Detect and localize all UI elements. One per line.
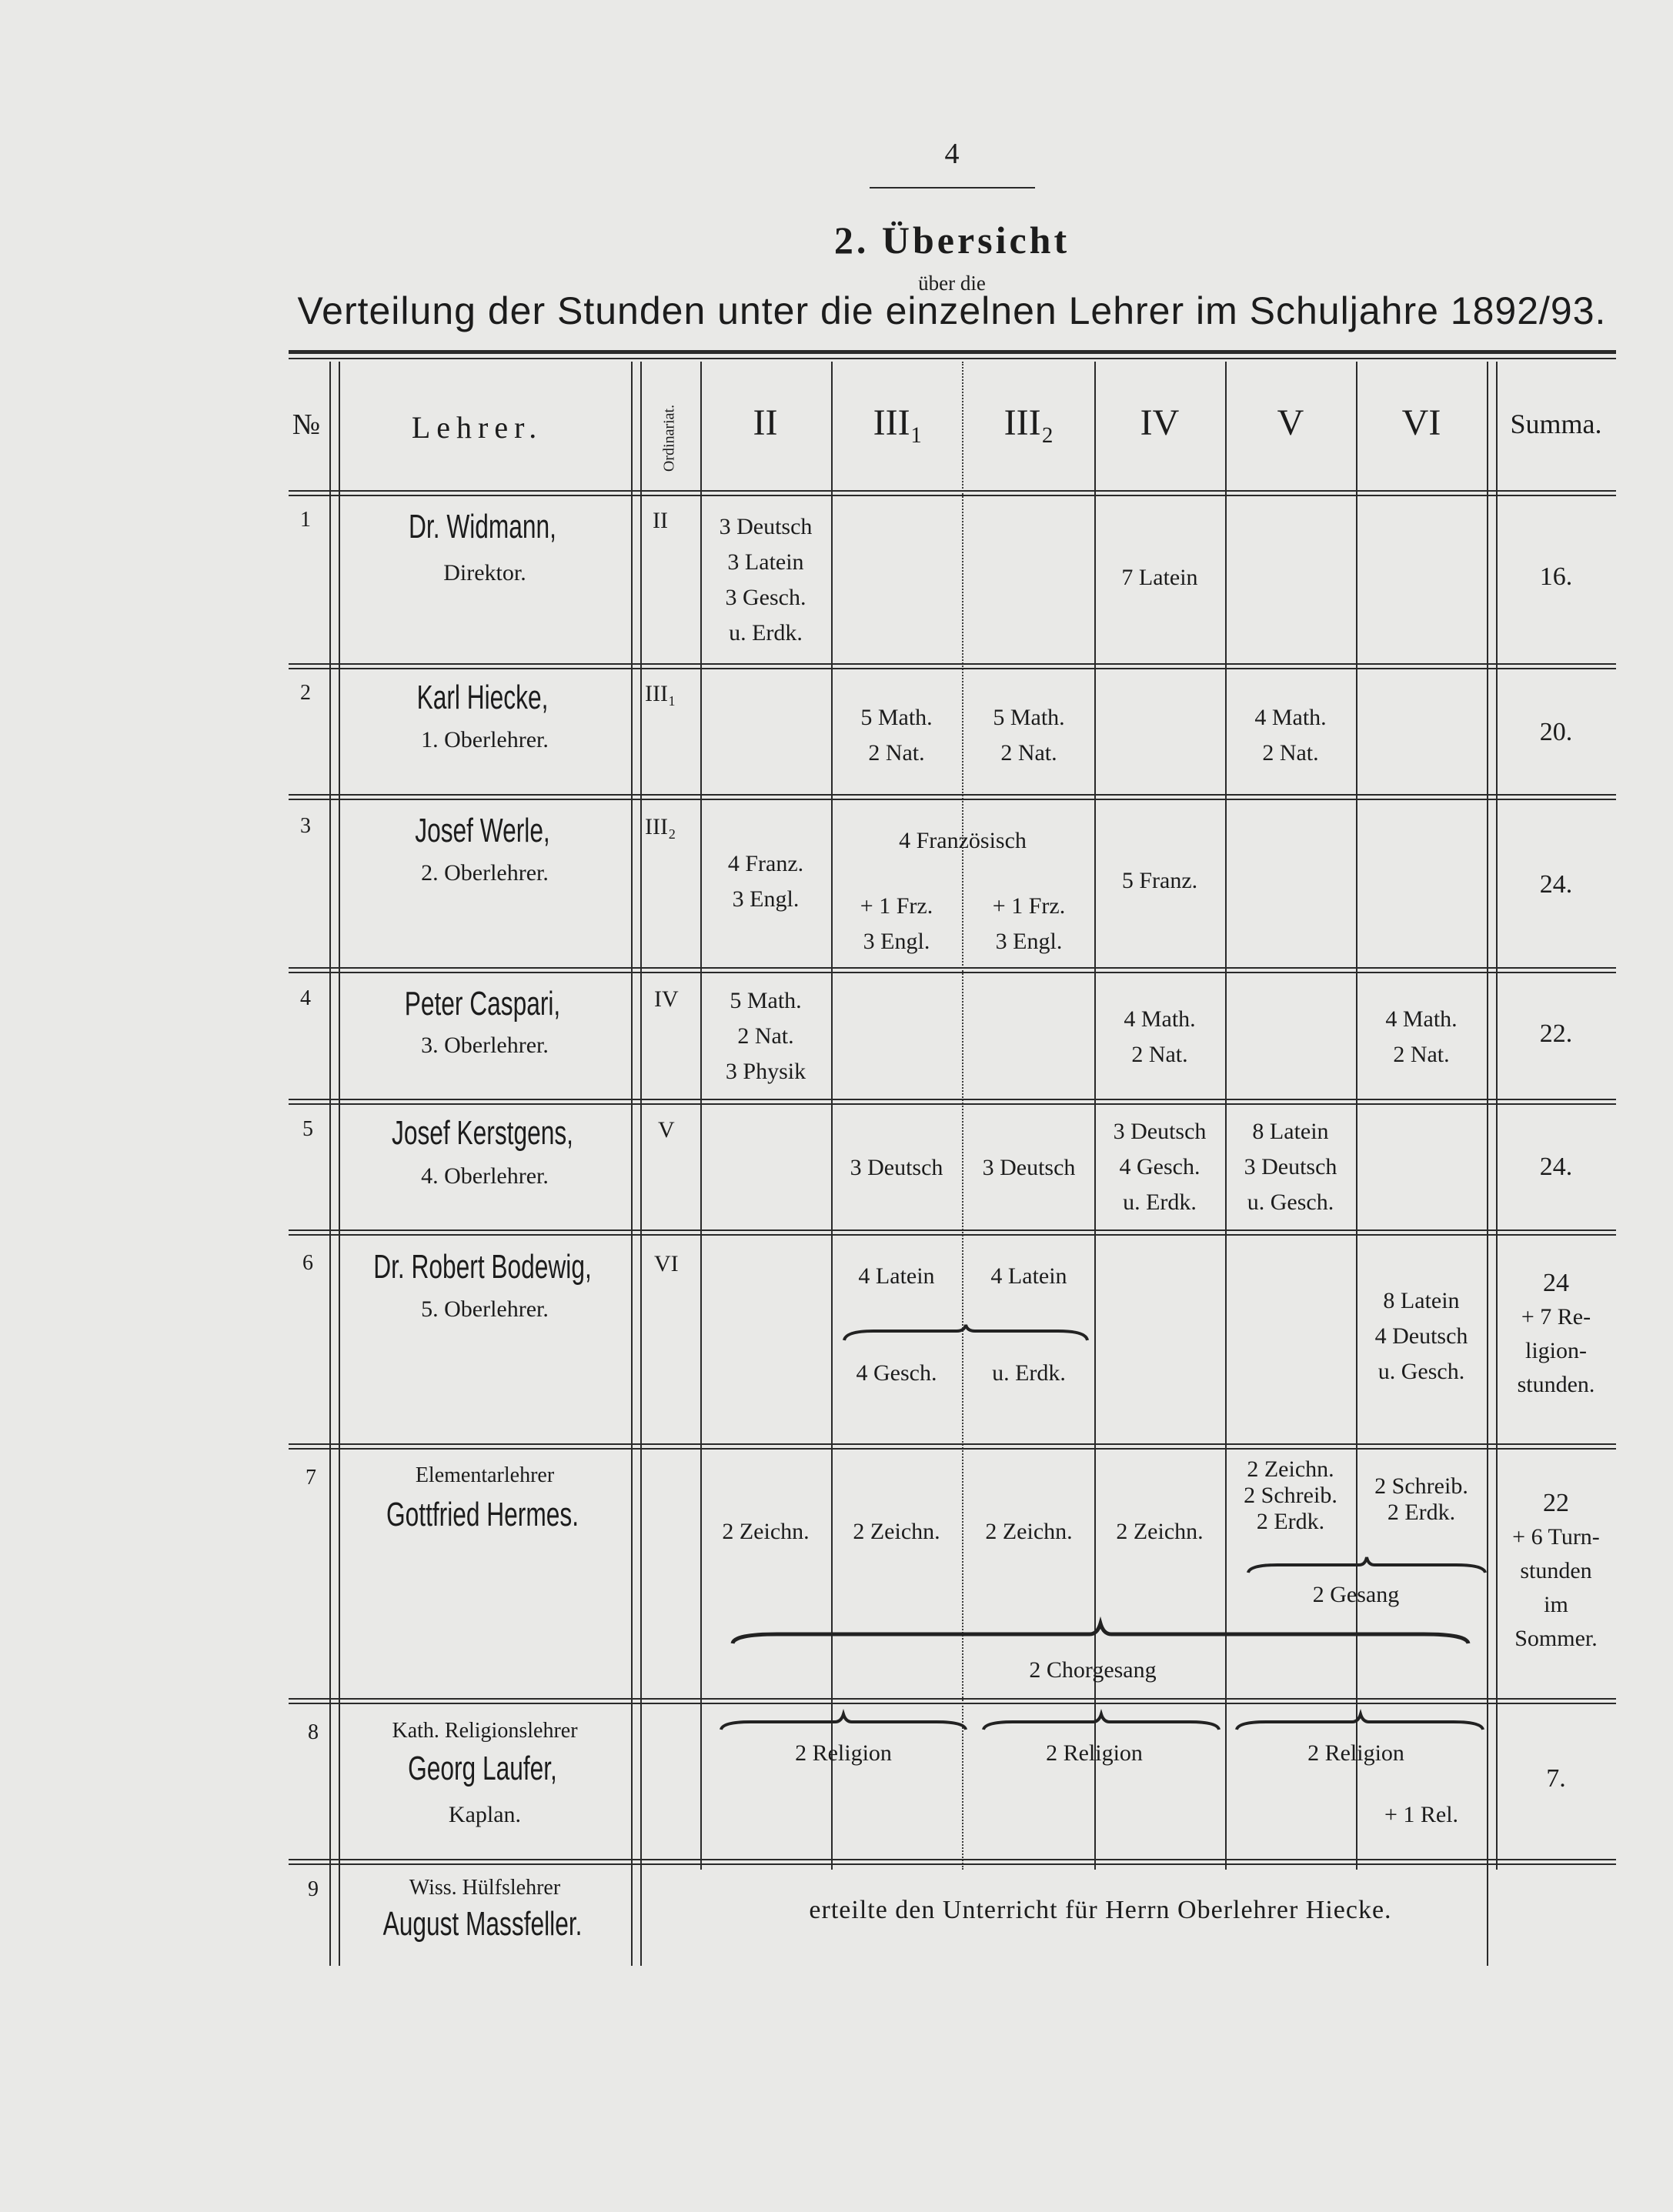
- row-rule: [289, 1698, 1616, 1700]
- row-rule: [289, 972, 1616, 973]
- row-sum: 22.: [1539, 1019, 1573, 1048]
- row-rule: [289, 1103, 1616, 1105]
- cell-vi: 4 Math. 2 Nat.: [1385, 1006, 1458, 1067]
- section-subtitle: über die: [918, 272, 986, 295]
- cell-iv: 4 Math. 2 Nat.: [1124, 1006, 1196, 1067]
- cell-iii2: + 1 Frz. 3 Engl.: [992, 893, 1066, 954]
- table-top-rule-thin: [289, 358, 1616, 359]
- religion-iii2-iv: 2 Religion: [1046, 1740, 1143, 1766]
- row-sum: 24 + 7 Re- ligion- stunden.: [1517, 1269, 1595, 1397]
- cell-iii2: 2 Zeichn.: [985, 1519, 1073, 1544]
- header-class-v: V: [1277, 402, 1304, 443]
- row-sum: 20.: [1539, 718, 1573, 746]
- row-rule: [289, 794, 1616, 796]
- teacher-role: 1. Oberlehrer.: [421, 727, 549, 752]
- section-title: 2. Übersicht: [833, 219, 1070, 262]
- header-ordinariat: Ordinariat.: [660, 404, 678, 472]
- row-number: 1: [300, 508, 311, 532]
- table-top-rule: [289, 350, 1616, 354]
- teacher-name: Josef Kerstgens,: [392, 1114, 573, 1152]
- row-sum: 22 + 6 Turn- stunden im Sommer.: [1512, 1489, 1600, 1651]
- row-rule: [289, 490, 1616, 492]
- row-rule: [289, 799, 1616, 800]
- religion-v-vi: 2 Religion: [1307, 1740, 1404, 1766]
- row-rule: [289, 1448, 1616, 1450]
- teacher-name: Dr. Robert Bodewig,: [373, 1248, 592, 1286]
- teacher-role: 4. Oberlehrer.: [421, 1163, 549, 1189]
- chorgesang-label: 2 Chorgesang: [1029, 1657, 1157, 1683]
- ordinariat-class: IV: [654, 986, 679, 1012]
- cell-iii1-lower: 4 Gesch.: [856, 1360, 937, 1386]
- row-rule: [289, 495, 1616, 496]
- brace-gesang: [1247, 1556, 1487, 1579]
- row-number: 9: [308, 1877, 319, 1901]
- cell-iii1: + 1 Frz. 3 Engl.: [860, 893, 933, 954]
- page-number-rule: [870, 187, 1035, 189]
- cell-iii1: 3 Deutsch: [850, 1155, 943, 1180]
- teacher-role: 5. Oberlehrer.: [421, 1296, 549, 1322]
- teacher-name: Josef Werle,: [415, 812, 550, 849]
- row-number: 5: [302, 1117, 313, 1141]
- cell-iv: 2 Zeichn.: [1116, 1519, 1204, 1544]
- row-sum: 24.: [1539, 870, 1573, 899]
- cell-ii: 3 Deutsch 3 Latein 3 Gesch. u. Erdk.: [719, 514, 813, 646]
- cell-iv: 5 Franz.: [1121, 868, 1198, 893]
- cell-iii2: 3 Deutsch: [982, 1155, 1076, 1180]
- row-sum: 7.: [1546, 1764, 1566, 1793]
- cell-iii1: 4 Latein: [858, 1263, 935, 1289]
- row-sum: 16.: [1539, 562, 1573, 591]
- religion-ii-iii1: 2 Religion: [795, 1740, 892, 1766]
- row-rule: [289, 1234, 1616, 1236]
- cell-vi: 2 Schreib. 2 Erdk.: [1374, 1473, 1468, 1525]
- row-number: 4: [300, 986, 311, 1010]
- row-rule: [289, 1099, 1616, 1100]
- teacher-role: 2. Oberlehrer.: [421, 860, 549, 886]
- ordinariat-class: VI: [654, 1251, 679, 1276]
- main-title: Verteilung der Stunden unter die einzelnen Lehrer im Schuljahre 1892/93.: [297, 289, 1607, 332]
- cell-iii1: 2 Zeichn.: [853, 1519, 940, 1544]
- header-lehrer: Lehrer.: [411, 410, 543, 445]
- teacher-name: Dr. Widmann,: [409, 508, 556, 545]
- col-rule-nr: [329, 362, 331, 1966]
- col-rule-v-lower: [1356, 1785, 1357, 1853]
- header-class-ii: II: [753, 402, 778, 443]
- header-summa: Summa.: [1510, 409, 1602, 439]
- header-class-vi: VI: [1401, 402, 1441, 443]
- cell-v: 8 Latein 3 Deutsch u. Gesch.: [1244, 1119, 1337, 1215]
- religion-extra: + 1 Rel.: [1384, 1802, 1459, 1827]
- row-rule: [289, 1863, 1616, 1865]
- teacher-role: 3. Oberlehrer.: [421, 1033, 549, 1058]
- col-rule-vi: [1487, 362, 1488, 1966]
- col-rule-lehrer: [631, 362, 633, 1966]
- row-rule: [289, 1229, 1616, 1231]
- teacher-name: Karl Hiecke,: [416, 679, 549, 716]
- teacher-pre: Kath. Religionslehrer: [392, 1719, 578, 1743]
- teacher-role: Direktor.: [443, 560, 526, 586]
- brace-religion-1: [720, 1713, 967, 1736]
- teacher-pre: Elementarlehrer: [415, 1463, 555, 1487]
- brace-religion-3: [1235, 1713, 1485, 1736]
- cell-ii: 5 Math. 2 Nat. 3 Physik: [725, 988, 806, 1084]
- row-number: 3: [300, 814, 311, 838]
- ordinariat-class: V: [658, 1117, 675, 1143]
- ordinariat-class: III₂: [645, 814, 676, 839]
- row-note: erteilte den Unterricht für Herrn Oberlehrer Hiecke.: [809, 1896, 1392, 1924]
- row-sum: 24.: [1539, 1153, 1573, 1181]
- cell-iv: 3 Deutsch 4 Gesch. u. Erdk.: [1113, 1119, 1207, 1215]
- header-class-iii1: III₁: [873, 402, 923, 443]
- col-rule-lehrer-2: [640, 362, 642, 1966]
- cell-iii-span: 4 Französisch: [899, 828, 1027, 853]
- row-rule: [289, 967, 1616, 969]
- teacher-name: Peter Caspari,: [404, 985, 561, 1023]
- teacher-name: Gottfried Hermes.: [386, 1496, 579, 1533]
- cell-vi: 8 Latein 4 Deutsch u. Gesch.: [1374, 1288, 1468, 1384]
- row-rule: [289, 1443, 1616, 1445]
- row-rule: [289, 1859, 1616, 1860]
- header-nr: №: [292, 409, 321, 441]
- row-rule: [289, 663, 1616, 665]
- row-number: 6: [302, 1251, 313, 1275]
- brace-gesch-erdk: [843, 1325, 1089, 1348]
- brace-chorgesang: [731, 1622, 1470, 1650]
- cell-iii2-lower: u. Erdk.: [992, 1360, 1066, 1386]
- ordinariat-class: II: [653, 508, 668, 533]
- teacher-name: August Massfeller.: [382, 1905, 583, 1943]
- teacher-pre: Wiss. Hülfslehrer: [409, 1876, 561, 1900]
- row-number: 2: [300, 681, 311, 705]
- cell-iii1: 5 Math. 2 Nat.: [860, 705, 933, 766]
- page-number: 4: [944, 138, 960, 170]
- cell-v: 2 Zeichn. 2 Schreib. 2 Erdk.: [1244, 1456, 1337, 1534]
- header-class-iv: IV: [1140, 402, 1180, 443]
- header-class-iii2: III₂: [1003, 402, 1054, 443]
- cell-iv: 7 Latein: [1121, 565, 1198, 590]
- cell-ii: 4 Franz. 3 Engl.: [727, 851, 804, 912]
- row-number: 7: [306, 1466, 316, 1490]
- teacher-name: Georg Laufer,: [408, 1750, 557, 1787]
- ordinariat-class: III₁: [645, 681, 676, 706]
- row-rule: [289, 668, 1616, 669]
- gesang-label: 2 Gesang: [1312, 1582, 1400, 1607]
- cell-v: 4 Math. 2 Nat.: [1254, 705, 1327, 766]
- cell-ii: 2 Zeichn.: [722, 1519, 810, 1544]
- teacher-role: Kaplan.: [448, 1802, 522, 1827]
- row-rule: [289, 1703, 1616, 1704]
- brace-religion-2: [982, 1713, 1221, 1736]
- row-number: 8: [308, 1720, 319, 1744]
- cell-iii2: 4 Latein: [990, 1263, 1067, 1289]
- cell-iii2: 5 Math. 2 Nat.: [993, 705, 1065, 766]
